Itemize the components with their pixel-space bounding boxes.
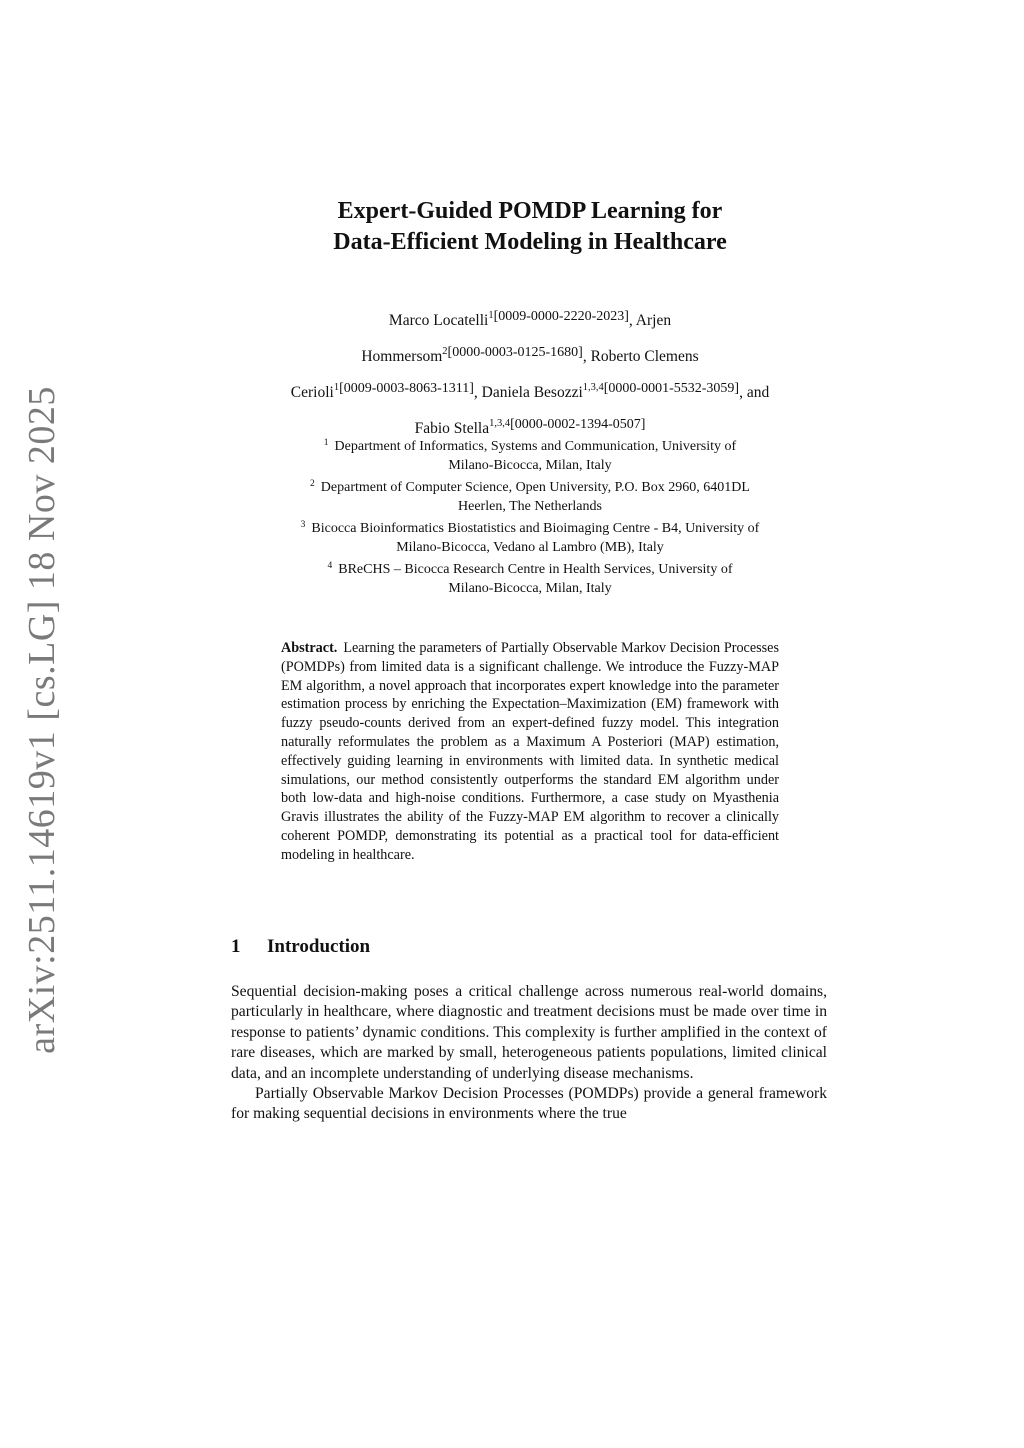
author-affiliation-sup: 2 — [442, 346, 448, 357]
author-orcid: [0009-0000-2220-2023] — [493, 309, 629, 324]
affiliation-number: 1 — [323, 438, 329, 448]
affiliation-item — [230, 557, 830, 579]
abstract — [281, 639, 779, 865]
affiliation-number: 3 — [300, 520, 306, 530]
author-affiliation-sup: 1,3,4 — [489, 418, 511, 429]
affiliation-list — [230, 434, 830, 598]
author-name: Fabio Stella — [414, 420, 490, 437]
author-affiliation-sup: 1 — [333, 382, 340, 393]
author-name: Roberto Clemens — [590, 348, 699, 365]
author-orcid: [0009-0003-8063-1311] — [339, 381, 474, 396]
author-orcid: [0000-0001-5532-3059] — [603, 381, 740, 396]
arxiv-identifier-stamp: arXiv:2511.14619v1 [cs.LG] 18 Nov 2025 — [21, 386, 63, 1054]
author-affiliation-sup: 1,3,4 — [582, 382, 604, 393]
body-paragraph: Partially Observable Markov Decision Processes (POMDPs) provide a general framework for making sequential decisions in environments where the true — [231, 1085, 827, 1123]
section-title: Introduction — [267, 936, 371, 957]
abstract-text: Learning the parameters of Partially Observable Markov Decision Processes (POMDPs) from limited data is a significant challenge. We introduce the Fuzzy-MAP EM algorithm, a novel approach that incorporates expert knowledge into the parameter estimation process by enriching the Expectation–Maximization (EM) framework with fuzzy pseudo-counts derived from an expert-defined fuzzy model. This integration naturally reformulates the problem as a Maximum A Posteriori (MAP) estimation, effectively guiding learning in environments with limited data. In synthetic medical simulations, our method consistently outperforms the standard EM algorithm under both low-data and high-noise conditions. Furthermore, a case study on Myasthenia Gravis illustrates the ability of the Fuzzy-MAP EM algorithm to recover a clinically coherent POMDP, demonstrating its potential as a practical tool for data-efficient modeling in healthcare. — [281, 640, 779, 863]
affiliation-item — [230, 434, 830, 456]
affiliation-line: BReCHS – Bicocca Research Centre in Health Services, University of — [338, 562, 733, 577]
abstract-label: Abstract. — [281, 640, 338, 656]
affiliation-number: 2 — [310, 479, 315, 489]
author-name: Marco Locatelli — [388, 312, 489, 329]
author-orcid: [0000-0003-0125-1680] — [447, 345, 583, 360]
author-name: Hommersom — [361, 348, 443, 365]
author-affiliation-sup: 1 — [488, 310, 494, 321]
affiliation-item — [230, 516, 830, 538]
affiliation-line: Bicocca Bioinformatics Biostatistics and Bioimaging Centre - B4, University of — [311, 521, 760, 536]
affiliation-line: Department of Computer Science, Open University, P.O. Box 2960, 6401DL — [320, 480, 750, 495]
body-paragraph: Sequential decision-making poses a critical challenge across numerous real-world domains, particularly in healthcare, where diagnostic and treatment decisions must be made over time in response to patients’ dynamic conditions. This complexity is further amplified in the context of rare diseases, which are marked by small, heterogeneous patients populations, limited clinical data, and an incomplete understanding of underlying disease mechanisms. — [231, 983, 827, 1082]
author-orcid: [0000-0002-1394-0507] — [510, 417, 646, 432]
author-line-2: Hommersom$^2$[0000-0003-0125-1680], Roberto Clemens — [361, 345, 699, 365]
title-line-1: Expert-Guided POMDP Learning for — [337, 198, 723, 224]
affiliation-line: Department of Informatics, Systems and Communication, University of — [334, 439, 737, 454]
affiliation-item-cont: Milano-Bicocca, Milan, Italy — [448, 581, 612, 596]
title-line-2: Data-Efficient Modeling in Healthcare — [333, 229, 727, 255]
author-list — [222, 300, 838, 444]
affiliation-item — [230, 475, 830, 497]
affiliation-item-cont: Heerlen, The Netherlands — [458, 499, 602, 514]
author-name: Daniela Besozzi — [481, 384, 583, 401]
author-line-1: Marco Locatelli$^1$[0009-0000-2220-2023], Arjen — [388, 309, 672, 329]
affiliation-item-cont: Milano-Bicocca, Vedano al Lambro (MB), Italy — [396, 540, 664, 555]
author-name: Cerioli — [290, 384, 334, 401]
section-number: 1 — [231, 936, 241, 957]
author-name: Arjen — [635, 312, 672, 329]
author-line-3: Cerioli$^1$[0009-0003-8063-1311], Daniela Besozzi$^{1,3,4}$[0000-0001-5532-3059], and — [290, 381, 770, 401]
author-conjunction: and — [746, 384, 770, 401]
affiliation-item-cont: Milano-Bicocca, Milan, Italy — [448, 458, 612, 473]
affiliation-number: 4 — [327, 561, 333, 571]
paper-title — [230, 196, 830, 258]
section-heading — [231, 936, 370, 958]
section-body — [231, 982, 827, 1125]
